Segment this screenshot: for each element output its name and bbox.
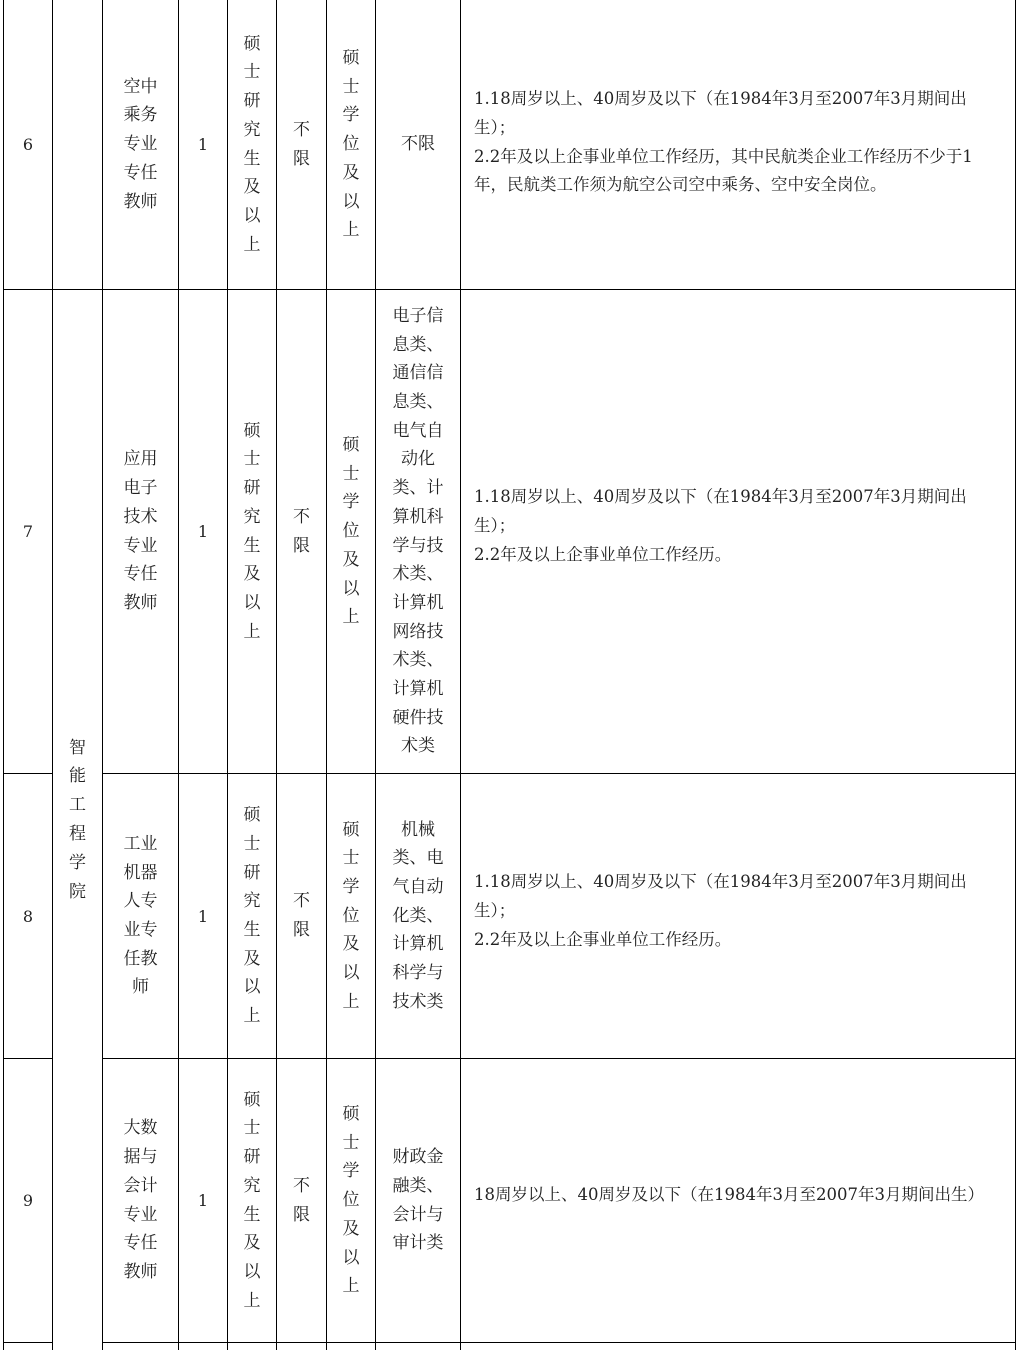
- age-text: 不限: [293, 1175, 310, 1225]
- position-text: 空中乘务专业专任教师: [123, 76, 158, 212]
- degree-text: 硕士学位及以上: [342, 1104, 360, 1297]
- grid-line: [1015, 0, 1016, 1350]
- major: [376, 0, 460, 289]
- requirement-item: 1.18周岁以上、40周岁及以下（在1984年3月至2007年3月期间出生）；: [474, 872, 967, 920]
- requirement-item: 18周岁以上、40周岁及以下（在1984年3月至2007年3月期间出生）: [474, 1185, 984, 1204]
- major: [376, 1059, 460, 1342]
- age-limit: [277, 1059, 326, 1342]
- headcount: [179, 290, 227, 773]
- requirement-item: 1.18周岁以上、40周岁及以下（在1984年3月至2007年3月期间出生）；: [474, 487, 967, 535]
- education-text: 硕士研究生及以上: [243, 1089, 261, 1311]
- headcount: [179, 774, 227, 1058]
- degree: [327, 1059, 375, 1342]
- requirement-item: 2.2年及以上企事业单位工作经历，其中民航类企业工作经历不少于1年，民航类工作须为航空公司空中乘务、空中安全岗位。: [474, 146, 973, 195]
- position-name: [103, 1059, 178, 1342]
- row-number-text: 7: [22, 522, 34, 541]
- position-text: 大数据与会计专业专任教师: [123, 1118, 158, 1282]
- headcount-text: 1: [197, 135, 209, 154]
- requirements: [474, 868, 1002, 954]
- row-number: [4, 1059, 52, 1342]
- position-name: [103, 774, 178, 1058]
- headcount-text: 1: [197, 1191, 209, 1210]
- position-name: [103, 0, 178, 289]
- row-number-text: 8: [22, 906, 34, 926]
- grid-line: [460, 0, 461, 1350]
- row-number: [4, 774, 52, 1058]
- position-text: 应用电子技术专业专任教师: [123, 449, 158, 613]
- headcount-text: 1: [197, 522, 209, 541]
- major-text: 不限: [401, 134, 435, 155]
- grid-line: [102, 1342, 1016, 1343]
- major-text: 财政金融类、会计与审计类: [392, 1147, 444, 1254]
- headcount: [179, 0, 227, 289]
- headcount: [179, 1059, 227, 1342]
- degree: [327, 0, 375, 289]
- age-limit: [277, 774, 326, 1058]
- age-limit: [277, 0, 326, 289]
- major: [376, 290, 460, 773]
- position-name: [103, 290, 178, 773]
- requirements: [474, 85, 1002, 200]
- row-number: [4, 290, 52, 773]
- degree: [327, 290, 375, 773]
- college-name: 智能工程学院: [69, 737, 86, 902]
- education: [228, 0, 276, 289]
- grid-line: [3, 1342, 53, 1343]
- row-number: [4, 0, 52, 289]
- education-text: 硕士研究生及以上: [243, 420, 261, 642]
- education: [228, 1059, 276, 1342]
- education-text: 硕士研究生及以上: [243, 805, 261, 1027]
- major-text: 机械类、电气自动化类、计算机科学与技术类: [392, 819, 444, 1012]
- education: [228, 774, 276, 1058]
- age-text: 不限: [293, 506, 310, 556]
- requirements: [474, 1181, 1002, 1210]
- age-limit: [277, 290, 326, 773]
- requirements: [474, 483, 1002, 569]
- major: [376, 774, 460, 1058]
- row-number-text: 9: [22, 1191, 34, 1210]
- degree-text: 硕士学位及以上: [342, 819, 360, 1012]
- row-number-text: 6: [22, 135, 34, 154]
- education: [228, 290, 276, 773]
- age-text: 不限: [293, 891, 310, 940]
- degree-text: 硕士学位及以上: [342, 48, 360, 241]
- requirement-item: 1.18周岁以上、40周岁及以下（在1984年3月至2007年3月期间出生）；: [474, 89, 967, 137]
- degree-text: 硕士学位及以上: [342, 435, 360, 628]
- requirement-item: 2.2年及以上企事业单位工作经历。: [474, 929, 732, 949]
- degree: [327, 774, 375, 1058]
- college-cell: [53, 290, 102, 1350]
- requirement-item: 2.2年及以上企事业单位工作经历。: [474, 544, 732, 564]
- position-text: 工业机器人专业专任教师: [123, 833, 158, 998]
- education-text: 硕士研究生及以上: [243, 33, 261, 255]
- major-text: 电子信息类、通信信息类、电气自动化类、计算机科学与技术类、计算机网络技术类、计算机硬件技术类: [392, 305, 444, 757]
- headcount-text: 1: [197, 906, 209, 926]
- age-text: 不限: [293, 119, 310, 169]
